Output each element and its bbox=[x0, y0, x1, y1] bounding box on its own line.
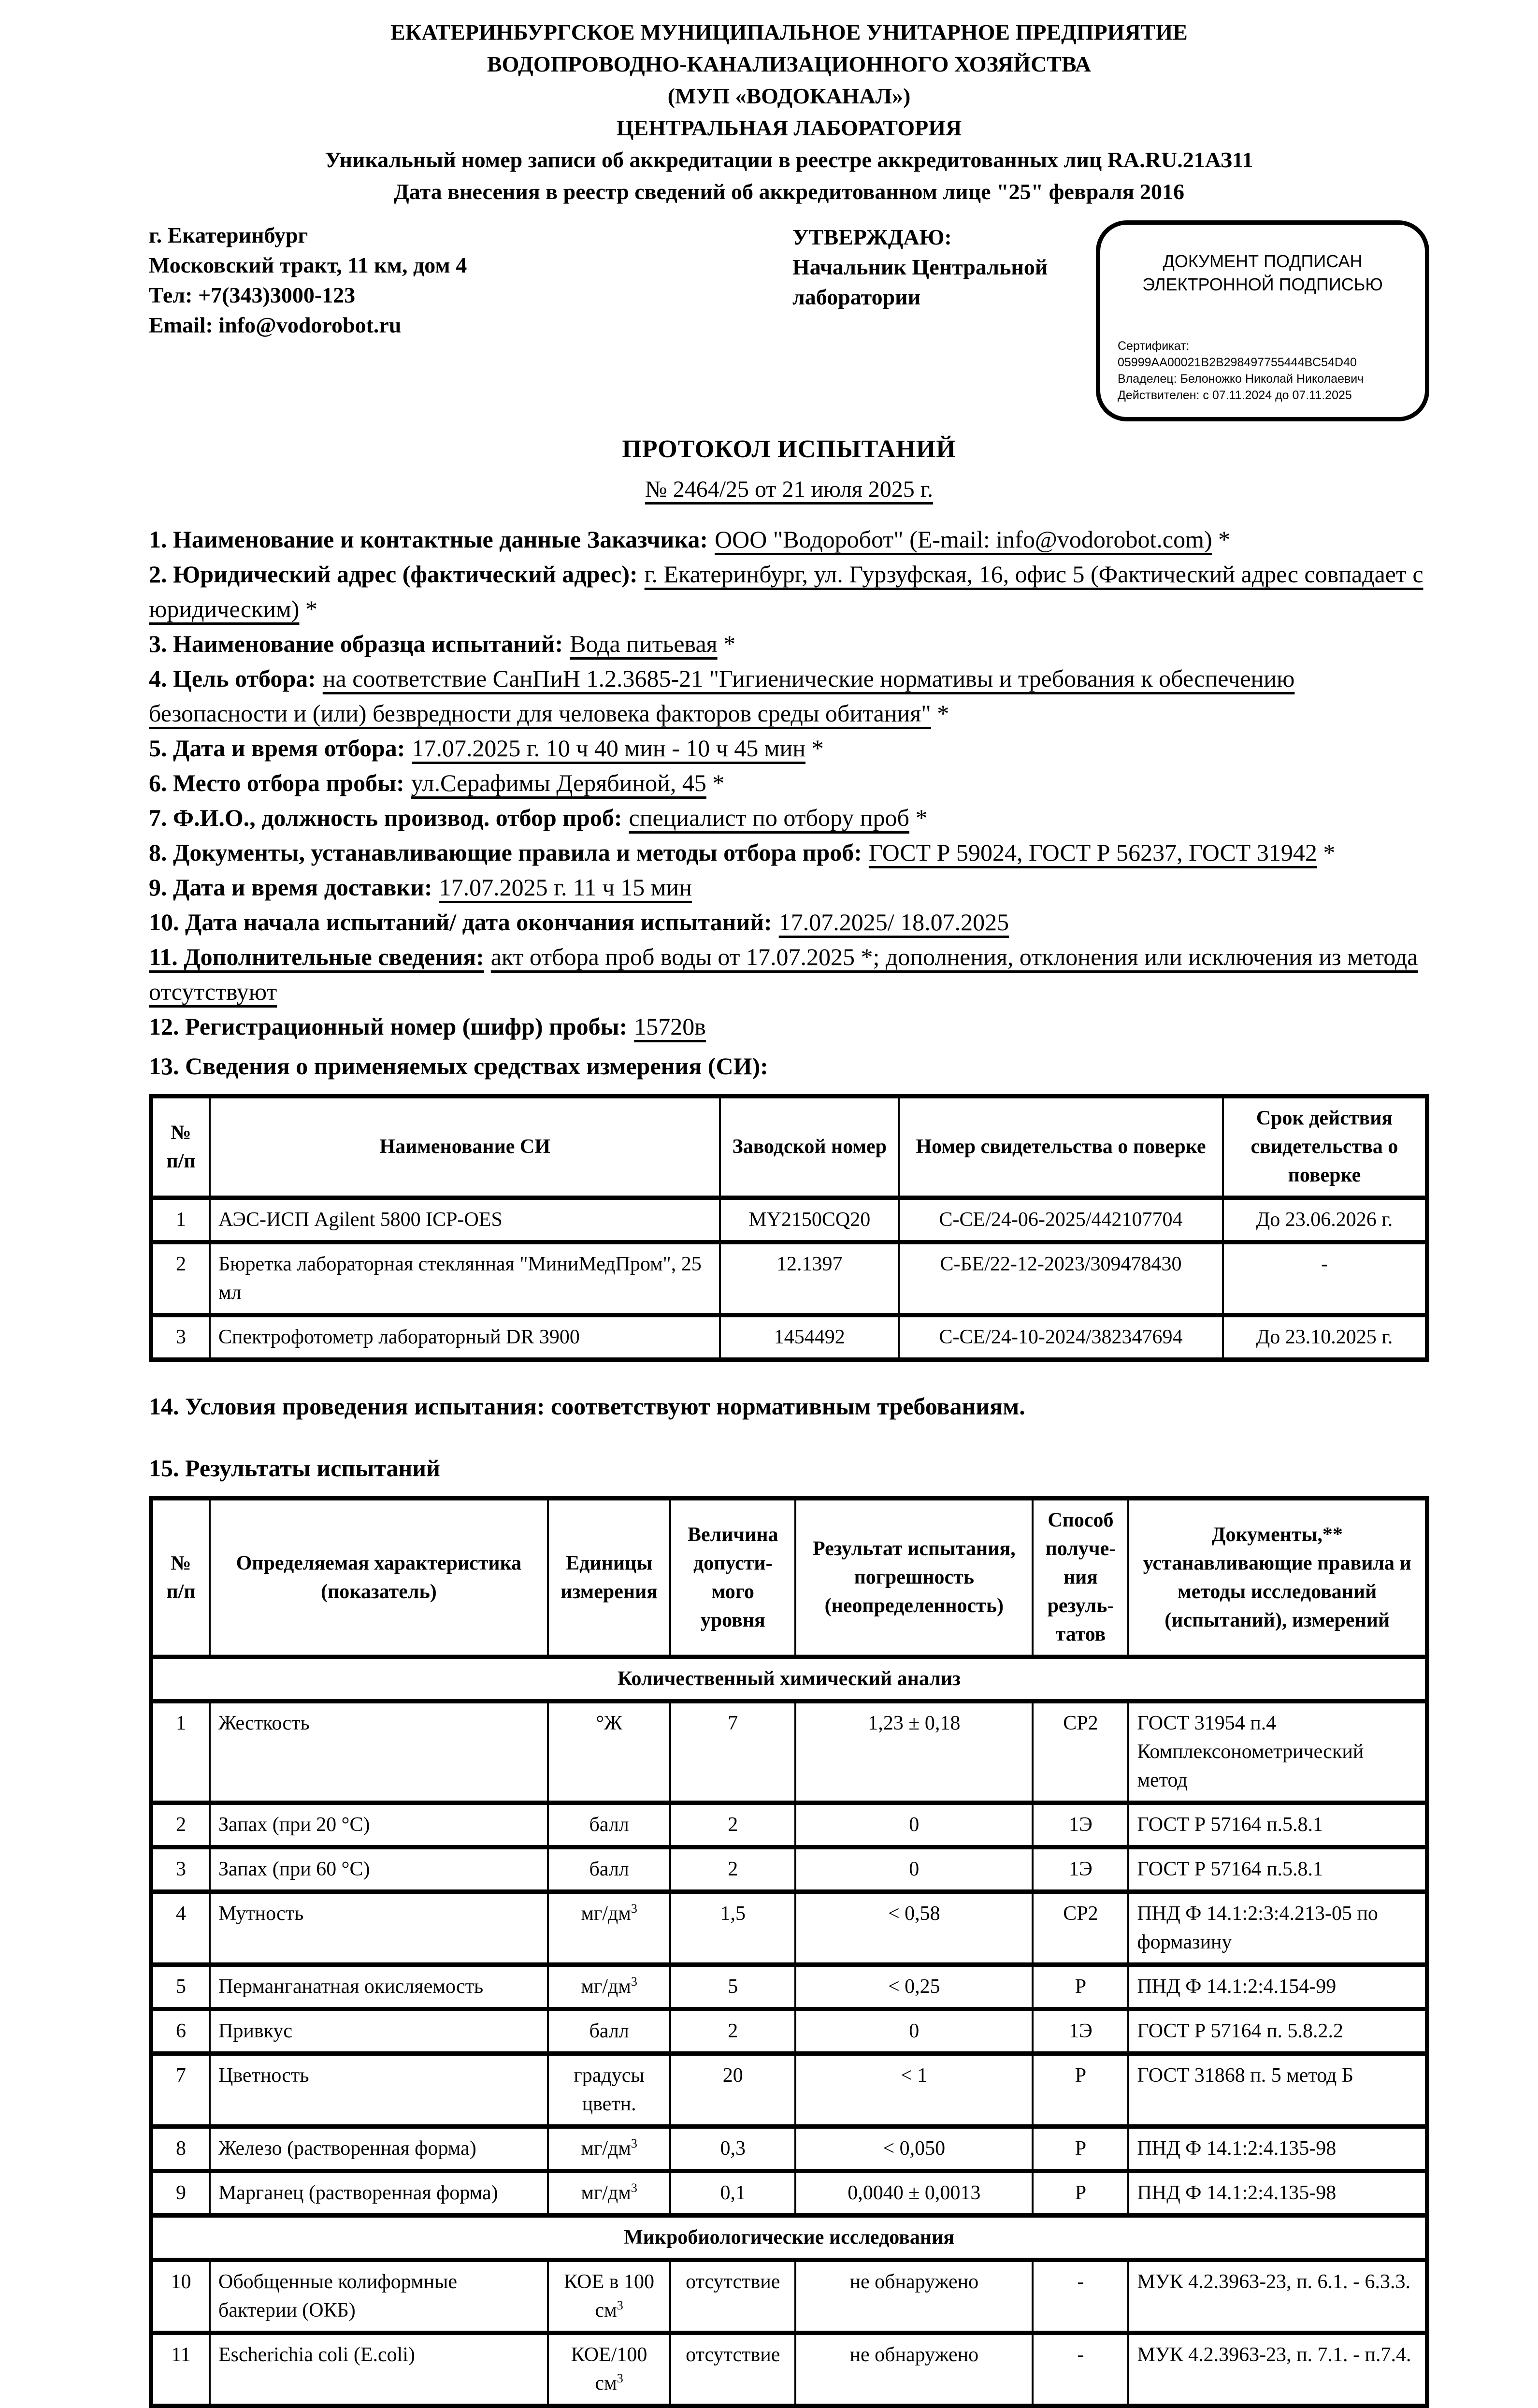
item-sampler-name: 7. Ф.И.О., должность производ. отбор проб: специалист по отбору проб * bbox=[149, 804, 928, 831]
contact-phone: Тел: +7(343)3000-123 bbox=[149, 283, 356, 307]
result-characteristic: Обобщенные колиформные бактерии (ОКБ) bbox=[210, 2260, 548, 2333]
si-row-name: Бюретка лабораторная стеклянная "МиниМедПром", 25 мл bbox=[210, 1242, 720, 1315]
result-allowed-level: 7 bbox=[670, 1701, 795, 1803]
laboratory-contacts-block bbox=[149, 220, 792, 340]
result-value: < 0,050 bbox=[795, 2127, 1033, 2171]
si-row-serial: MY2150CQ20 bbox=[720, 1198, 899, 1242]
results-col-result: Результат испытания, погрешность (неопределенность) bbox=[795, 1499, 1033, 1657]
approve-position-line-2: лаборатории bbox=[792, 285, 921, 309]
result-number: 2 bbox=[151, 1803, 210, 1847]
result-method-code: 1Э bbox=[1033, 1847, 1128, 1892]
results-header-row bbox=[151, 1499, 1427, 1657]
si-col-name: Наименование СИ bbox=[210, 1096, 720, 1198]
result-number: 9 bbox=[151, 2171, 210, 2216]
result-allowed-level: 0,3 bbox=[670, 2127, 795, 2171]
result-document: ГОСТ Р 57164 п. 5.8.2.2 bbox=[1128, 2009, 1427, 2054]
si-section-label: 13. Сведения о применяемых средствах измерения (СИ): bbox=[149, 1053, 768, 1080]
stamp-meta bbox=[1118, 338, 1408, 404]
si-row-serial: 12.1397 bbox=[720, 1242, 899, 1315]
result-method-code: - bbox=[1033, 2333, 1128, 2406]
item-customer: 1. Наименование и контактные данные Заказчика: ООО "Водоробот" (E-mail: info@vodorobot.com) * bbox=[149, 526, 1231, 553]
contact-address: Московский тракт, 11 км, дом 4 bbox=[149, 253, 467, 277]
result-unit: °Ж bbox=[548, 1701, 671, 1803]
si-table-row bbox=[151, 1242, 1427, 1315]
stamp-title bbox=[1118, 250, 1408, 296]
stamp-title-line-1: ДОКУМЕНТ ПОДПИСАН bbox=[1163, 251, 1363, 271]
si-table-row bbox=[151, 1315, 1427, 1360]
result-allowed-level: 20 bbox=[670, 2054, 795, 2127]
si-col-number: № п/п bbox=[151, 1096, 210, 1198]
si-table-row bbox=[151, 1198, 1427, 1242]
si-row-certificate: С-БЕ/22-12-2023/309478430 bbox=[899, 1242, 1223, 1315]
result-unit: балл bbox=[548, 2009, 671, 2054]
si-row-validity: До 23.06.2026 г. bbox=[1223, 1198, 1427, 1242]
accreditation-number-line: Уникальный номер записи об аккредитации в реестре аккредитованных лиц RA.RU.21АЗ11 bbox=[325, 147, 1253, 172]
si-row-certificate: С-СЕ/24-06-2025/442107704 bbox=[899, 1198, 1223, 1242]
result-value: 0 bbox=[795, 1803, 1033, 1847]
result-unit: $мг/дм^3$ bbox=[548, 1892, 671, 1965]
si-row-certificate: С-СЕ/24-10-2024/382347694 bbox=[899, 1315, 1223, 1360]
si-row-validity: До 23.10.2025 г. bbox=[1223, 1315, 1427, 1360]
result-method-code: - bbox=[1033, 2260, 1128, 2333]
stamp-owner-line: Владелец: Белоножко Николай Николаевич bbox=[1118, 372, 1364, 386]
results-section-label: 15. Результаты испытаний bbox=[149, 1455, 440, 1482]
results-row bbox=[151, 1847, 1427, 1892]
result-allowed-level: 1,5 bbox=[670, 1892, 795, 1965]
result-number: 3 bbox=[151, 1847, 210, 1892]
approve-title: УТВЕРЖДАЮ: bbox=[792, 225, 952, 249]
item-sample-name: 3. Наименование образца испытаний: Вода питьевая * bbox=[149, 630, 736, 657]
contact-city: г. Екатеринбург bbox=[149, 223, 308, 247]
item-test-dates: 10. Дата начала испытаний/ дата окончания испытаний: 17.07.2025/ 18.07.2025 bbox=[149, 908, 1009, 936]
result-allowed-level: 2 bbox=[670, 1803, 795, 1847]
result-value: 1,23 ± 0,18 bbox=[795, 1701, 1033, 1803]
result-document: ПНД Ф 14.1:2:4.135-98 bbox=[1128, 2171, 1427, 2216]
results-row bbox=[151, 2260, 1427, 2333]
result-document: МУК 4.2.3963-23, п. 6.1. - 6.3.3. bbox=[1128, 2260, 1427, 2333]
result-method-code: Р bbox=[1033, 2127, 1128, 2171]
result-unit: КОЕ/100 $см^3$ bbox=[548, 2333, 671, 2406]
result-value: не обнаружено bbox=[795, 2260, 1033, 2333]
result-document: ГОСТ Р 57164 п.5.8.1 bbox=[1128, 1803, 1427, 1847]
result-value: 0,0040 ± 0,0013 bbox=[795, 2171, 1033, 2216]
group-microbiology: Микробиологические исследования bbox=[151, 2216, 1427, 2260]
result-value: 0 bbox=[795, 2009, 1033, 2054]
result-characteristic: Железо (растворенная форма) bbox=[210, 2127, 548, 2171]
result-value: 0 bbox=[795, 1847, 1033, 1892]
result-allowed-level: отсутствие bbox=[670, 2333, 795, 2406]
org-name-line-4: ЦЕНТРАЛЬНАЯ ЛАБОРАТОРИЯ bbox=[616, 115, 962, 140]
protocol-number-line: № 2464/25 от 21 июля 2025 г. bbox=[645, 476, 934, 502]
result-method-code: Р bbox=[1033, 1965, 1128, 2009]
result-method-code: Р bbox=[1033, 2171, 1128, 2216]
results-row bbox=[151, 2171, 1427, 2216]
si-row-number: 2 bbox=[151, 1242, 210, 1315]
result-document: ГОСТ 31954 п.4 Комплексонометрический метод bbox=[1128, 1701, 1427, 1803]
result-number: 6 bbox=[151, 2009, 210, 2054]
result-document: ГОСТ 31868 п. 5 метод Б bbox=[1128, 2054, 1427, 2127]
result-characteristic: Перманганатная окисляемость bbox=[210, 1965, 548, 2009]
item-sampling-place: 6. Место отбора пробы: ул.Серафимы Дерябиной, 45 * bbox=[149, 769, 725, 796]
result-value: < 0,25 bbox=[795, 1965, 1033, 2009]
stamp-certificate-line: Сертификат: 05999AA00021B2B298497755444BC54D40 bbox=[1118, 339, 1357, 369]
results-col-units: Единицы измерения bbox=[548, 1499, 671, 1657]
results-group-row bbox=[151, 1657, 1427, 1701]
result-characteristic: Привкус bbox=[210, 2009, 548, 2054]
result-document: МУК 4.2.3963-23, п. 7.1. - п.7.4. bbox=[1128, 2333, 1427, 2406]
result-number: 11 bbox=[151, 2333, 210, 2406]
result-unit: $мг/дм^3$ bbox=[548, 1965, 671, 2009]
results-col-characteristic: Определяемая характеристика (показатель) bbox=[210, 1499, 548, 1657]
result-characteristic: Жесткость bbox=[210, 1701, 548, 1803]
result-unit: балл bbox=[548, 1847, 671, 1892]
result-document: ПНД Ф 14.1:2:4.135-98 bbox=[1128, 2127, 1427, 2171]
results-row bbox=[151, 1701, 1427, 1803]
top-info-row bbox=[149, 220, 1429, 421]
si-col-validity: Срок действия свидетельства о поверке bbox=[1223, 1096, 1427, 1198]
si-header-row bbox=[151, 1096, 1427, 1198]
results-col-allowed-level: Величина допусти- мого уровня bbox=[670, 1499, 795, 1657]
result-number: 1 bbox=[151, 1701, 210, 1803]
si-row-number: 1 bbox=[151, 1198, 210, 1242]
org-name-line-1: ЕКАТЕРИНБУРГСКОЕ МУНИЦИПАЛЬНОЕ УНИТАРНОЕ ПРЕДПРИЯТИЕ bbox=[390, 20, 1188, 44]
results-row bbox=[151, 1892, 1427, 1965]
results-row bbox=[151, 2333, 1427, 2406]
result-method-code: СР2 bbox=[1033, 1701, 1128, 1803]
results-col-documents: Документы,** устанавливающие правила и методы исследований (испытаний), измерений bbox=[1128, 1499, 1427, 1657]
result-allowed-level: отсутствие bbox=[670, 2260, 795, 2333]
group-chemical-analysis: Количественный химический анализ bbox=[151, 1657, 1427, 1701]
item-sampling-documents: 8. Документы, устанавливающие правила и методы отбора проб: ГОСТ Р 59024, ГОСТ Р 56237, ГОСТ 31942 * bbox=[149, 839, 1336, 866]
document-header bbox=[149, 16, 1429, 208]
result-characteristic: Запах (при 20 °С) bbox=[210, 1803, 548, 1847]
result-method-code: Р bbox=[1033, 2054, 1128, 2127]
result-document: ГОСТ Р 57164 п.5.8.1 bbox=[1128, 1847, 1427, 1892]
result-characteristic: Запах (при 60 °С) bbox=[210, 1847, 548, 1892]
result-document: ПНД Ф 14.1:2:4.154-99 bbox=[1128, 1965, 1427, 2009]
protocol-items-list bbox=[149, 522, 1429, 1044]
item-legal-address: 2. Юридический адрес (фактический адрес): г. Екатеринбург, ул. Гурзуфская, 16, офис 5 (Фактический адрес совпадает с юридическим) * bbox=[149, 561, 1423, 622]
result-unit: $мг/дм^3$ bbox=[548, 2127, 671, 2171]
result-number: 4 bbox=[151, 1892, 210, 1965]
results-row bbox=[151, 2009, 1427, 2054]
org-name-line-3: (МУП «ВОДОКАНАЛ») bbox=[667, 84, 911, 108]
approve-position-line-1: Начальник Центральной bbox=[792, 255, 1048, 279]
result-allowed-level: 0,1 bbox=[670, 2171, 795, 2216]
registry-date-line: Дата внесения в реестр сведений об аккредитованном лице "25" февраля 2016 bbox=[394, 179, 1184, 204]
results-row bbox=[151, 1965, 1427, 2009]
result-characteristic: Мутность bbox=[210, 1892, 548, 1965]
item-sampling-datetime: 5. Дата и время отбора: 17.07.2025 г. 10 ч 40 мин - 10 ч 45 мин * bbox=[149, 735, 824, 762]
result-number: 7 bbox=[151, 2054, 210, 2127]
si-col-certificate: Номер свидетельства о поверке bbox=[899, 1096, 1223, 1198]
results-row bbox=[151, 2054, 1427, 2127]
item-registration-number: 12. Регистрационный номер (шифр) пробы: 15720в bbox=[149, 1013, 706, 1040]
si-row-name: Спектрофотометр лабораторный DR 3900 bbox=[210, 1315, 720, 1360]
results-group-row bbox=[151, 2216, 1427, 2260]
result-allowed-level: 5 bbox=[670, 1965, 795, 2009]
result-unit: КОЕ в 100 $см^3$ bbox=[548, 2260, 671, 2333]
result-allowed-level: 2 bbox=[670, 2009, 795, 2054]
item-sampling-purpose: 4. Цель отбора: на соответствие СанПиН 1.2.3685-21 "Гигиенические нормативы и требования к обеспечению безопасности и (или) безвредности для человека факторов среды обитания" * bbox=[149, 665, 1295, 727]
result-method-code: 1Э bbox=[1033, 1803, 1128, 1847]
result-number: 10 bbox=[151, 2260, 210, 2333]
result-characteristic: Цветность bbox=[210, 2054, 548, 2127]
result-document: ПНД Ф 14.1:2:3:4.213-05 по формазину bbox=[1128, 1892, 1427, 1965]
si-col-serial: Заводской номер bbox=[720, 1096, 899, 1198]
si-row-validity: - bbox=[1223, 1242, 1427, 1315]
result-number: 5 bbox=[151, 1965, 210, 2009]
result-characteristic: Марганец (растворенная форма) bbox=[210, 2171, 548, 2216]
measuring-instruments-table bbox=[149, 1094, 1429, 1362]
si-row-name: АЭС-ИСП Agilent 5800 ICP-OES bbox=[210, 1198, 720, 1242]
result-allowed-level: 2 bbox=[670, 1847, 795, 1892]
result-value: < 1 bbox=[795, 2054, 1033, 2127]
stamp-validity-line: Действителен: с 07.11.2024 до 07.11.2025 bbox=[1118, 389, 1352, 402]
result-number: 8 bbox=[151, 2127, 210, 2171]
result-method-code: 1Э bbox=[1033, 2009, 1128, 2054]
result-method-code: СР2 bbox=[1033, 1892, 1128, 1965]
item-additional-info: 11. Дополнительные сведения: акт отбора проб воды от 17.07.2025 *; дополнения, отклонения или исключения из метода отсутствуют bbox=[149, 943, 1418, 1005]
result-characteristic: Escherichia coli (E.coli) bbox=[210, 2333, 548, 2406]
result-unit: $мг/дм^3$ bbox=[548, 2171, 671, 2216]
conditions-label: 14. Условия проведения испытания: соответствуют нормативным требованиям. bbox=[149, 1393, 1025, 1420]
contact-email: Email: info@vodorobot.ru bbox=[149, 313, 402, 337]
result-unit: градусы цветн. bbox=[548, 2054, 671, 2127]
approve-block bbox=[792, 222, 1082, 312]
results-col-method-code: Способ получе- ния резуль- татов bbox=[1033, 1499, 1128, 1657]
result-unit: балл bbox=[548, 1803, 671, 1847]
results-col-number: № п/п bbox=[151, 1499, 210, 1657]
result-value: < 0,58 bbox=[795, 1892, 1033, 1965]
stamp-title-line-2: ЭЛЕКТРОННОЙ ПОДПИСЬЮ bbox=[1142, 274, 1383, 294]
results-row bbox=[151, 2127, 1427, 2171]
result-value: не обнаружено bbox=[795, 2333, 1033, 2406]
si-row-serial: 1454492 bbox=[720, 1315, 899, 1360]
protocol-title: ПРОТОКОЛ ИСПЫТАНИЙ bbox=[622, 435, 956, 463]
electronic-signature-stamp bbox=[1096, 220, 1429, 421]
item-delivery-datetime: 9. Дата и время доставки: 17.07.2025 г. 11 ч 15 мин bbox=[149, 874, 692, 901]
results-row bbox=[151, 1803, 1427, 1847]
si-row-number: 3 bbox=[151, 1315, 210, 1360]
org-name-line-2: ВОДОПРОВОДНО-КАНАЛИЗАЦИОННОГО ХОЗЯЙСТВА bbox=[487, 52, 1091, 76]
results-table bbox=[149, 1496, 1429, 2408]
